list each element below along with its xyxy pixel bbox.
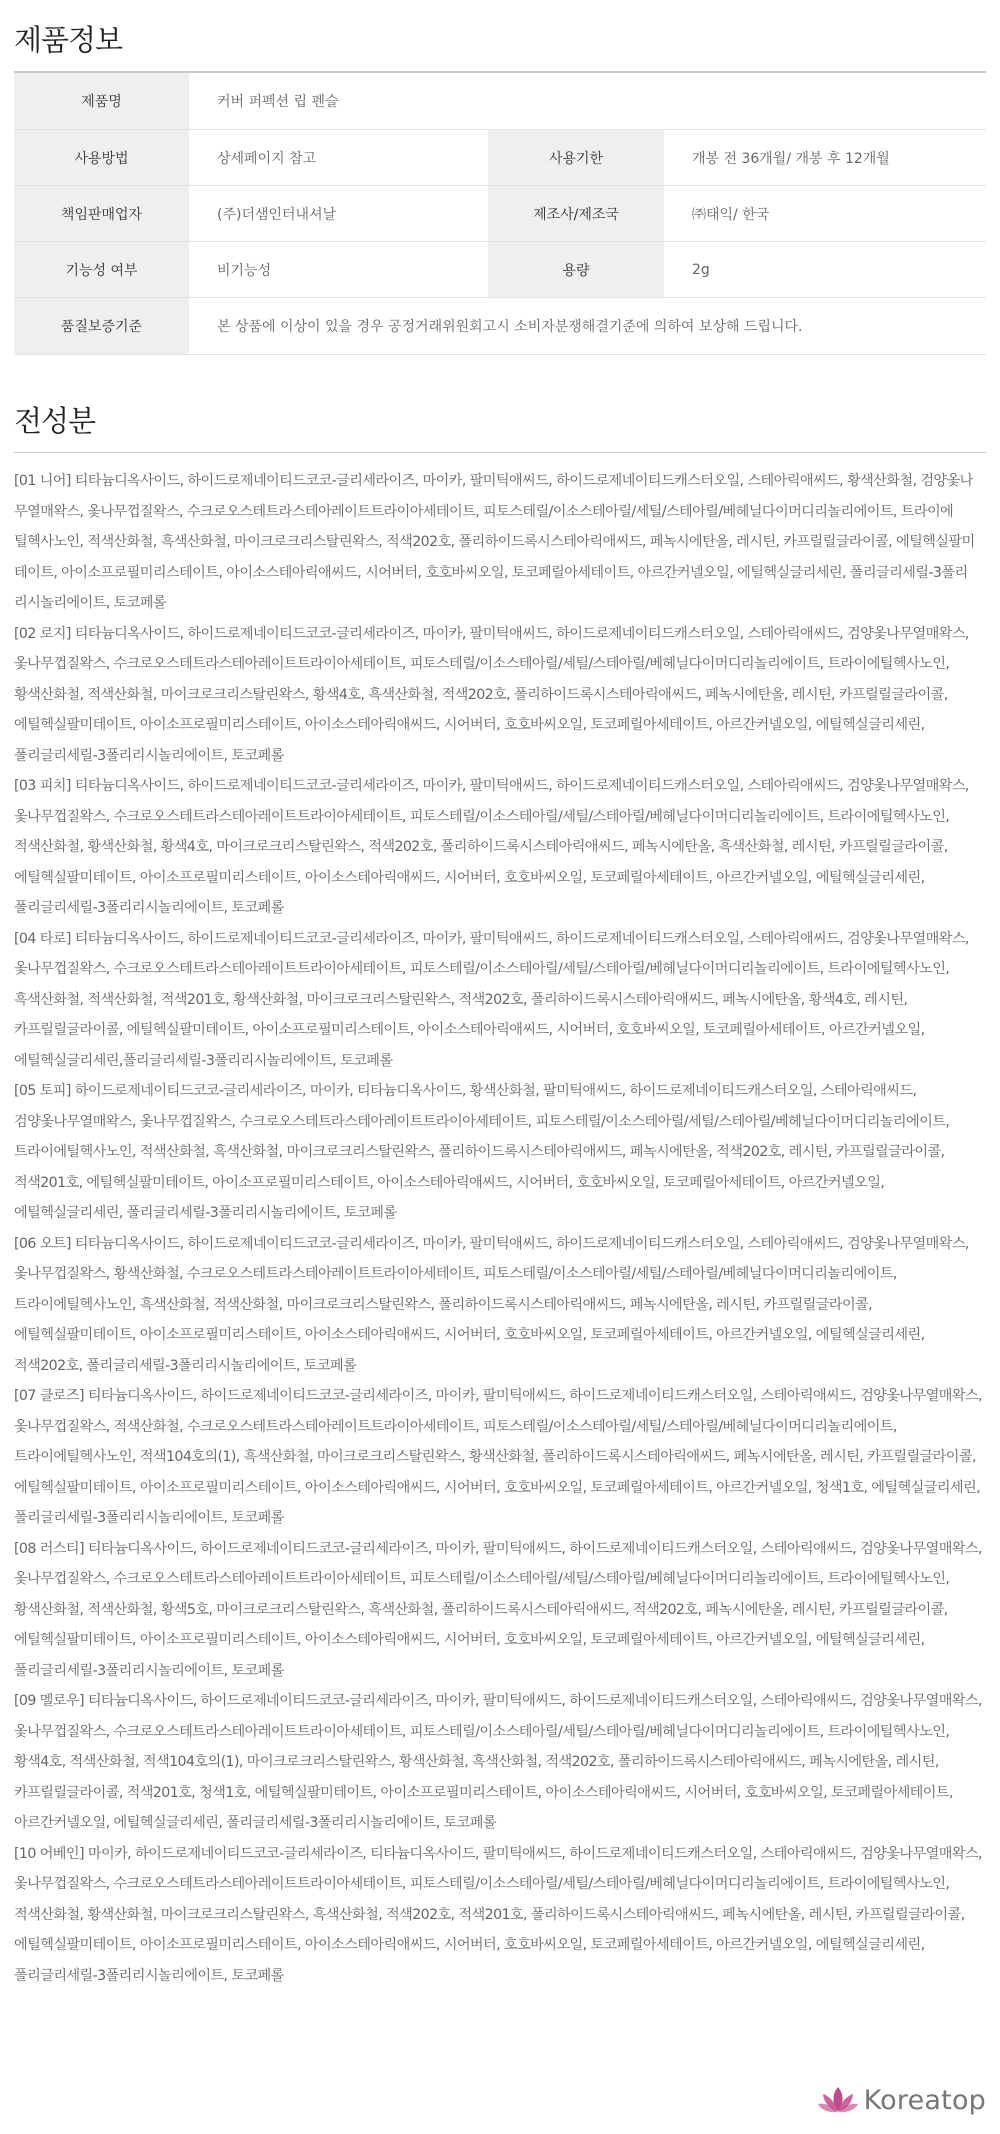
info-label: 용량 <box>488 242 664 298</box>
ingredient-item: [01 니어] 티타늄디옥사이드, 하이드로제네이티드코코-글리세라이즈, 마이카, 팔미틱애씨드, 하이드로제네이티드캐스터오일, 스테아릭애씨드, 황색산화철, 검양옻나 무열매왁스, 옻나무껍질왁스, 수크로오스테트라스테아레이트트라이아세테이트, 피토스테릴/이소스테아릴/세틸/스테아릴/베헤닐다이머디리놀리에이트, 트라이에 틸헥사노인, 적색산화철, 흑색산화철, 마이크로크리스탈린왁스, 적색202호, 폴리하이드록시스테아릭애씨드, 페녹시에탄올, 레시틴, 카프릴릴글라이콜, 에틸헥실팔미 테이트, 아이소프로필미리스테이트, 아이소스테아릭애씨드, 시어버터, 호호바씨오일, 토코페릴아세테이트, 아르간커넬오일, 에틸헥실글리세린, 폴리글리세릴-3폴리 리시놀리에이트, 토코페롤 <box>14 473 975 611</box>
product-info-title: 제품정보 <box>14 23 123 57</box>
info-label: 제품명 <box>14 73 189 130</box>
logo-text: Koreatop <box>863 2084 986 2116</box>
ingredient-item: [05 토피] 하이드로제네이티드코코-글리세라이즈, 마이카, 티타늄디옥사이드, 황색산화철, 팔미틱애씨드, 하이드로제네이티드캐스터오일, 스테아릭애씨드, 검양옻나무열매왁스, 옻나무껍질왁스, 수크로오스테트라스테아레이트트라이아세테이트, 피토스테릴/이소스테아릴/세틸/스테아릴/베헤닐다이머디리놀리에이트, 트라이에틸헥사노인, 적색산화철, 흑색산화철, 마이크로크리스탈린왁스, 폴리하이드록시스테아릭애씨드, 페녹시에탄올, 적색202호, 레시틴, 카프릴릴글라이콜, 적색201호, 에틸헥실팔미테이트, 아이소프로필미리스테이트, 아이소스테아릭애씨드, 시어버터, 호호바씨오일, 토코페릴아세테이트, 아르간커넬오일, 에틸헥실글리세린, 폴리글리세릴-3폴리리시놀리에이트, 토코페롤 <box>14 1083 950 1221</box>
info-value: 커버 퍼펙션 립 펜슬 <box>189 73 986 130</box>
info-value: 본 상품에 이상이 있을 경우 공정거래위원회고시 소비자분쟁해결기준에 의하여 보상해 드립니다. <box>189 298 986 355</box>
info-label: 사용방법 <box>14 130 189 186</box>
lotus-icon <box>818 2085 858 2115</box>
info-label: 기능성 여부 <box>14 242 189 298</box>
info-value: 비기능성 <box>189 242 488 298</box>
info-label: 책임판매업자 <box>14 186 189 242</box>
info-value: ㈜태익/ 한국 <box>664 186 986 242</box>
table-row <box>14 73 986 130</box>
ingredients-title: 전성분 <box>14 404 96 438</box>
ingredient-item: [07 클로즈] 티타늄디옥사이드, 하이드로제네이티드코코-글리세라이즈, 마이카, 팔미틱애씨드, 하이드로제네이티드캐스터오일, 스테아릭애씨드, 검양옻나무열매왁스, 옻나무껍질왁스, 적색산화철, 수크로오스테트라스테아레이트트라이아세테이트, 피토스테릴/이소스테아릴/세틸/스테아릴/베헤닐다이머디리놀리에이트, 트라이에틸헥사노인, 적색104호의(1), 흑색산화철, 마이크로크리스탈린왁스, 황색산화철, 폴리하이드록시스테아릭애씨드, 페녹시에탄올, 레시틴, 카프릴릴글라이콜, 에틸헥실팔미테이트, 아이소프로필미리스테이트, 아이소스테아릭애씨드, 시어버터, 호호바씨오일, 토코페릴아세테이트, 아르간커넬오일, 청색1호, 에틸헥실글리세린, 폴리글리세릴-3폴리리시놀리에이트, 토코페롤 <box>14 1388 982 1526</box>
ingredient-item: [08 러스티] 티타늄디옥사이드, 하이드로제네이티드코코-글리세라이즈, 마이카, 팔미틱애씨드, 하이드로제네이티드캐스터오일, 스테아릭애씨드, 검양옻나무열매왁스, 옻나무껍질왁스, 수크로오스테트라스테아레이트트라이아세테이트, 피토스테릴/이소스테아릴/세틸/스테아릴/베헤닐다이머디리놀리에이트, 트라이에틸헥사노인, 황색산화철, 적색산화철, 황색5호, 마이크로크리스탈린왁스, 흑색산화철, 폴리하이드록시스테아릭애씨드, 적색202호, 페녹시에탄올, 레시틴, 카프릴릴글라이콜, 에틸헥실팔미테이트, 아이소프로필미리스테이트, 아이소스테아릭애씨드, 시어버터, 호호바씨오일, 토코페릴아세테이트, 아르간커넬오일, 에틸헥실글리세린, 폴리글리세릴-3폴리리시놀리에이트, 토코페롤 <box>14 1540 982 1679</box>
info-value: 상세페이지 참고 <box>189 130 488 186</box>
ingredients-list <box>14 466 986 1991</box>
koreatop-logo <box>818 2080 986 2120</box>
ingredient-item: [04 타로] 티타늄디옥사이드, 하이드로제네이티드코코-글리세라이즈, 마이카, 팔미틱애씨드, 하이드로제네이티드캐스터오일, 스테아릭애씨드, 검양옻나무열매왁스, 옻나무껍질왁스, 수크로오스테트라스테아레이트트라이아세테이트, 피토스테릴/이소스테아릴/세틸/스테아릴/베헤닐다이머디리놀리에이트, 트라이에틸헥사노인, 흑색산화철, 적색산화철, 적색201호, 황색산화철, 마이크로크리스탈린왁스, 적색202호, 폴리하이드록시스테아릭애씨드, 페녹시에탄올, 황색4호, 레시틴, 카프릴릴글라이콜, 에틸헥실팔미테이트, 아이소프로필미리스테이트, 아이소스테아릭애씨드, 시어버터, 호호바씨오일, 토코페릴아세테이트, 아르간커넬오일, 에틸헥실글리세린,폴리글리세릴-3폴리리시놀리에이트, 토코페롤 <box>14 930 969 1069</box>
ingredient-item: [03 피치] 티타늄디옥사이드, 하이드로제네이티드코코-글리세라이즈, 마이카, 팔미틱애씨드, 하이드로제네이티드캐스터오일, 스테아릭애씨드, 검양옻나무열매왁스, 옻나무껍질왁스, 수크로오스테트라스테아레이트트라이아세테이트, 피토스테릴/이소스테아릴/세틸/스테아릴/베헤닐다이머디리놀리에이트, 트라이에틸헥사노인, 적색산화철, 황색산화철, 황색4호, 마이크로크리스탈린왁스, 적색202호, 폴리하이드록시스테아릭애씨드, 페녹시에탄올, 흑색산화철, 레시틴, 카프릴릴글라이콜, 에틸헥실팔미테이트, 아이소프로필미리스테이트, 아이소스테아릭애씨드, 시어버터, 호호바씨오일, 토코페릴아세테이트, 아르간커넬오일, 에틸헥실글리세린, 폴리글리세릴-3폴리리시놀리에이트, 토코페롤 <box>14 778 969 916</box>
info-label: 사용기한 <box>488 130 664 186</box>
info-label: 품질보증기준 <box>14 298 189 355</box>
info-value: 2g <box>664 242 986 298</box>
ingredient-item: [09 멜로우] 티타늄디옥사이드, 하이드로제네이티드코코-글리세라이즈, 마이카, 팔미틱애씨드, 하이드로제네이티드캐스터오일, 스테아릭애씨드, 검양옻나무열매왁스, 옻나무껍질왁스, 수크로오스테트라스테아레이트트라이아세테이트, 피토스테릴/이소스테아릴/세틸/스테아릴/베헤닐다이머디리놀리에이트, 트라이에틸헥사노인, 황색4호, 적색산화철, 적색104호의(1), 마이크로크리스탈린왁스, 황색산화철, 흑색산화철, 적색202호, 폴리하이드록시스테아릭애씨드, 페녹시에탄올, 레시틴, 카프릴릴글라이콜, 적색201호, 청색1호, 에틸헥실팔미테이트, 아이소프로필미리스테이트, 아이소스테아릭애씨드, 시어버터, 호호바씨오일, 토코페릴아세테이트, 아르간커넬오일, 에틸헥실글리세린, 폴리글리세릴-3폴리리시놀리에이트, 토코페롤 <box>14 1693 982 1831</box>
table-row <box>14 242 986 298</box>
info-label: 제조사/제조국 <box>488 186 664 242</box>
ingredients-divider <box>14 452 986 453</box>
table-row <box>14 130 986 186</box>
ingredient-item: [02 로지] 티타늄디옥사이드, 하이드로제네이티드코코-글리세라이즈, 마이카, 팔미틱애씨드, 하이드로제네이티드캐스터오일, 스테아릭애씨드, 검양옻나무열매왁스, 옻나무껍질왁스, 수크로오스테트라스테아레이트트라이아세테이트, 피토스테릴/이소스테아릴/세틸/스테아릴/베헤닐다이머디리놀리에이트, 트라이에틸헥사노인, 황색산화철, 적색산화철, 마이크로크리스탈린왁스, 황색4호, 흑색산화철, 적색202호, 폴리하이드록시스테아릭애씨드, 페녹시에탄올, 레시틴, 카프릴릴글라이콜, 에틸헥실팔미테이트, 아이소프로필미리스테이트, 아이소스테아릭애씨드, 시어버터, 호호바씨오일, 토코페릴아세테이트, 아르간커넬오일, 에틸헥실글리세린, 폴리글리세릴-3폴리리시놀리에이트, 토코페롤 <box>14 625 969 764</box>
info-value: (주)더샘인터내셔날 <box>189 186 488 242</box>
table-row <box>14 186 986 242</box>
product-info-table <box>14 73 986 355</box>
info-value: 개봉 전 36개월/ 개봉 후 12개월 <box>664 130 986 186</box>
ingredient-item: [06 오트] 티타늄디옥사이드, 하이드로제네이티드코코-글리세라이즈, 마이카, 팔미틱애씨드, 하이드로제네이티드캐스터오일, 스테아릭애씨드, 검양옻나무열매왁스, 옻나무껍질왁스, 황색산화철, 수크로오스테트라스테아레이트트라이아세테이트, 피토스테릴/이소스테아릴/세틸/스테아릴/베헤닐다이머디리놀리에이트, 트라이에틸헥사노인, 흑색산화철, 적색산화철, 마이크로크리스탈린왁스, 폴리하이드록시스테아릭애씨드, 페녹시에탄올, 레시틴, 카프릴릴글라이콜, 에틸헥실팔미테이트, 아이소프로필미리스테이트, 아이소스테아릭애씨드, 시어버터, 호호바씨오일, 토코페릴아세테이트, 아르간커넬오일, 에틸헥실글리세린, 적색202호, 폴리글리세릴-3폴리리시놀리에이트, 토코페롤 <box>14 1235 969 1374</box>
ingredient-item: [10 어베인] 마이카, 하이드로제네이티드코코-글리세라이즈, 티타늄디옥사이드, 팔미틱애씨드, 하이드로제네이티드캐스터오일, 스테아릭애씨드, 검양옻나무열매왁스, 옻나무껍질왁스, 수크로오스테트라스테아레이트트라이아세테이트, 피토스테릴/이소스테아릴/세틸/스테아릴/베헤닐다이머디리놀리에이트, 트라이에틸헥사노인, 적색산화철, 황색산화철, 마이크로크리스탈린왁스, 흑색산화철, 적색202호, 적색201호, 폴리하이드록시스테아릭애씨드, 페녹시에탄올, 레시틴, 카프릴릴글라이콜, 에틸헥실팔미테이트, 아이소프로필미리스테이트, 아이소스테아릭애씨드, 시어버터, 호호바씨오일, 토코페릴아세테이트, 아르간커넬오일, 에틸헥실글리세린, 폴리글리세릴-3폴리리시놀리에이트, 토코페롤 <box>14 1845 982 1984</box>
table-row <box>14 298 986 355</box>
